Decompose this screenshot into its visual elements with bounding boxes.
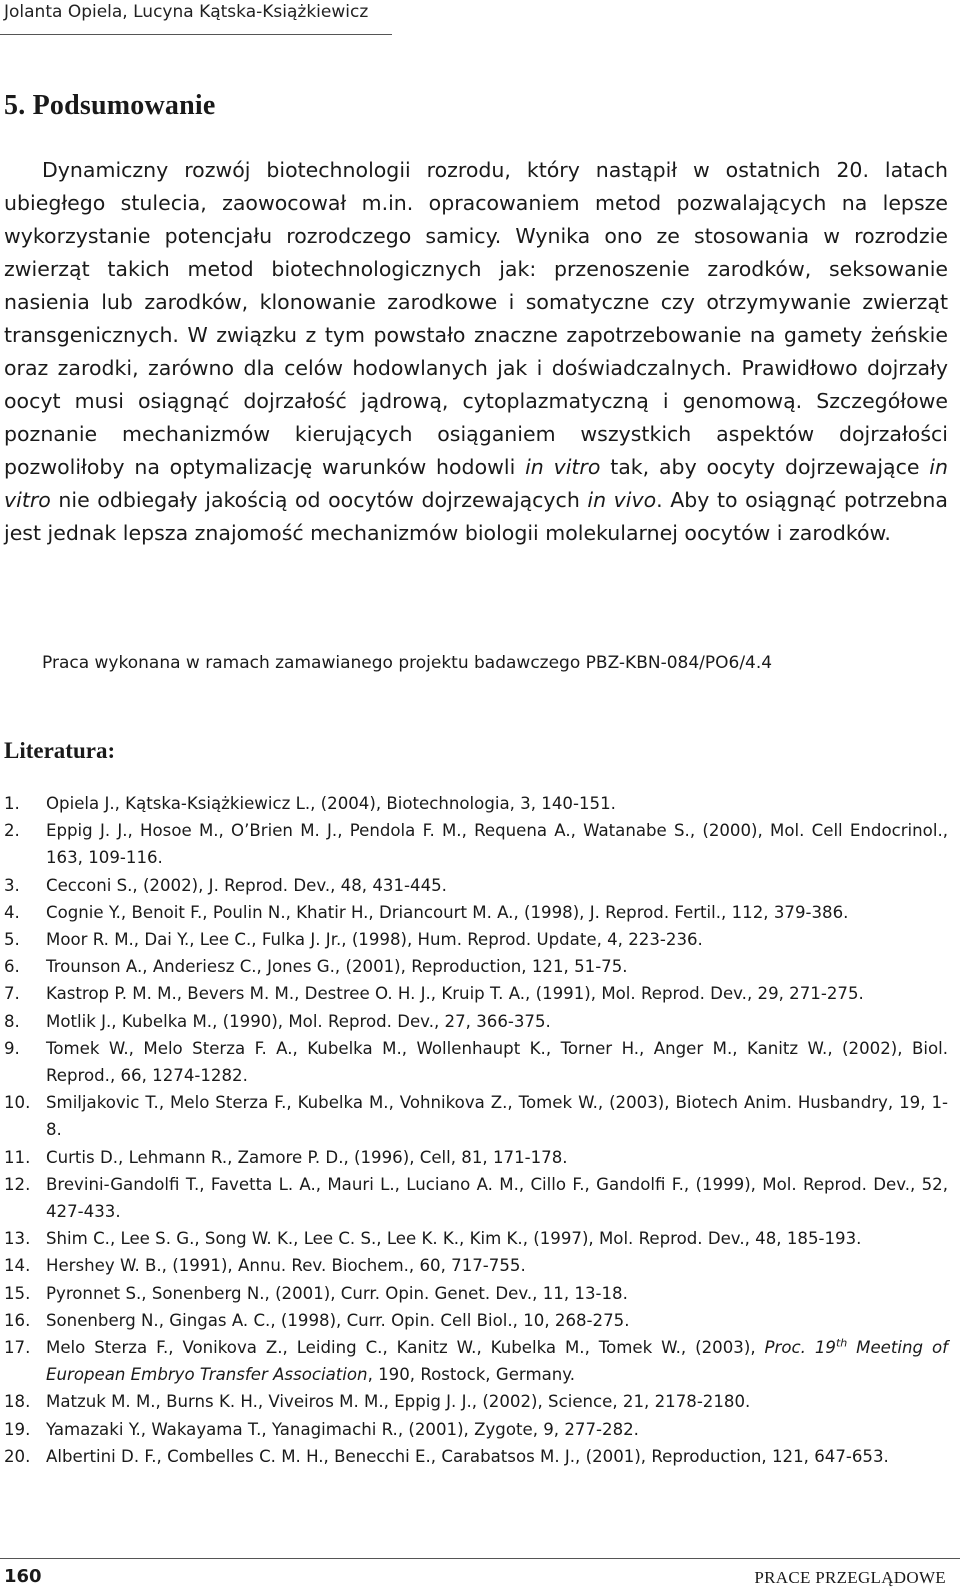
footer-rule bbox=[0, 1558, 960, 1559]
reference-item: 5. Moor R. M., Dai Y., Lee C., Fulka J. Jr., (1998), Hum. Reprod. Update, 4, 223-236. bbox=[4, 930, 703, 950]
header-rule bbox=[0, 34, 392, 35]
reference-item: 18. Matzuk M. M., Burns K. H., Viveiros M. M., Eppig J. J., (2002), Science, 21, 2178-2180. bbox=[4, 1392, 751, 1412]
reference-item: 16. Sonenberg N., Gingas A. C., (1998), Curr. Opin. Cell Biol., 10, 268-275. bbox=[4, 1310, 630, 1330]
reference-item: 15. Pyronnet S., Sonenberg N., (2001), Curr. Opin. Genet. Dev., 11, 13-18. bbox=[4, 1283, 628, 1303]
reference-item: 11. Curtis D., Lehmann R., Zamore P. D., (1996), Cell, 81, 171-178. bbox=[4, 1147, 568, 1167]
reference-item: 13. Shim C., Lee S. G., Song W. K., Lee C. S., Lee K. K., Kim K., (1997), Mol. Reprod. Dev., 48, 185-193. bbox=[4, 1229, 862, 1249]
literature-heading: Literatura: bbox=[4, 738, 116, 763]
reference-item: 17. Melo Sterza F., Vonikova Z., Leiding C., Kanitz W., Kubelka M., Tomek W., (2003), Proc. 19th Meeting of European Embryo Transfer Association, 190, Rostock, Germany. bbox=[4, 1336, 948, 1385]
running-header-authors: Jolanta Opiela, Lucyna Kątska-Książkiewicz bbox=[4, 2, 369, 22]
funding-note: Praca wykonana w ramach zamawianego projektu badawczego PBZ-KBN-084/PO6/4.4 bbox=[42, 653, 773, 673]
reference-item: 2. Eppig J. J., Hosoe M., O’Brien M. J., Pendola F. M., Requena A., Watanabe S., (2000), Mol. Cell Endocrinol., 163, 109-116. bbox=[4, 821, 948, 868]
reference-item: 19. Yamazaki Y., Wakayama T., Yanagimachi R., (2001), Zygote, 9, 277-282. bbox=[4, 1419, 639, 1439]
reference-item: 7. Kastrop P. M. M., Bevers M. M., Destree O. H. J., Kruip T. A., (1991), Mol. Reprod. Dev., 29, 271-275. bbox=[4, 984, 864, 1004]
journal-section-label: PRACE PRZEGLĄDOWE bbox=[754, 1568, 946, 1587]
reference-item: 9. Tomek W., Melo Sterza F. A., Kubelka M., Wollenhaupt K., Torner H., Anger M., Kanitz W., (2002), Biol. Reprod., 66, 1274-1282. bbox=[4, 1038, 948, 1086]
reference-item: 14. Hershey W. B., (1991), Annu. Rev. Biochem., 60, 717-755. bbox=[4, 1256, 526, 1276]
section-title: 5. Podsumowanie bbox=[4, 90, 216, 121]
reference-item: 3. Cecconi S., (2002), J. Reprod. Dev., 48, 431-445. bbox=[4, 875, 447, 895]
reference-item: 1. Opiela J., Kątska-Książkiewicz L., (2004), Biotechnologia, 3, 140-151. bbox=[4, 794, 616, 813]
reference-item: 20. Albertini D. F., Combelles C. M. H., Benecchi E., Carabatsos M. J., (2001), Reproduction, 121, 647-653. bbox=[4, 1446, 889, 1466]
reference-list bbox=[0, 790, 948, 1470]
page-number: 160 bbox=[4, 1566, 42, 1587]
reference-item: 8. Motlik J., Kubelka M., (1990), Mol. Reprod. Dev., 27, 366-375. bbox=[4, 1011, 551, 1031]
reference-item: 6. Trounson A., Anderiesz C., Jones G., (2001), Reproduction, 121, 51-75. bbox=[4, 957, 628, 977]
summary-paragraph: Dynamiczny rozwój biotechnologii rozrodu, który nastąpił w ostatnich 20. latach ubiegłego stulecia, zaowocował m.in. opracowaniem metod pozwalających na lepsze wykorzystanie potencjału rozrodczego samicy. Wynika ono ze stosowania w rozrodzie zwierząt takich metod biotechnologicznych jak: przenoszenie zarodków, seksowanie nasienia lub zarodków, klonowanie zarodkowe i somatyczne czy otrzymywanie zwierząt transgenicznych. W związku z tym powstało znaczne zapotrzebowanie na gamety żeńskie oraz zarodki, zarówno dla celów hodowlanych jak i doświadczalnych. Prawidłowo dojrzały oocyt musi osiągnąć dojrzałość jądrową, cytoplazmatyczną i genomową. Szczegółowe poznanie mechanizmów kierujących osiąganiem wszystkich aspektów dojrzałości pozwoliłoby na optymalizację warunków hodowli in vitro tak, aby oocyty dojrzewające in vitro nie odbiegały jakością od oocytów dojrzewających in vivo. Aby to osiągnąć potrzebna jest jednak lepsza znajomość mechanizmów biologii molekularnej oocytów i zarodków. bbox=[4, 158, 948, 545]
reference-item: 10. Smiljakovic T., Melo Sterza F., Kubelka M., Vohnikova Z., Tomek W., (2003), Biotech Anim. Husbandry, 19, 1-8. bbox=[4, 1093, 948, 1140]
reference-item: 4. Cognie Y., Benoit F., Poulin N., Khatir H., Driancourt M. A., (1998), J. Reprod. Fertil., 112, 379-386. bbox=[4, 902, 849, 922]
reference-item: 12. Brevini-Gandolfi T., Favetta L. A., Mauri L., Luciano A. M., Cillo F., Gandolfi F., (1999), Mol. Reprod. Dev., 52, 427-433. bbox=[4, 1174, 948, 1222]
